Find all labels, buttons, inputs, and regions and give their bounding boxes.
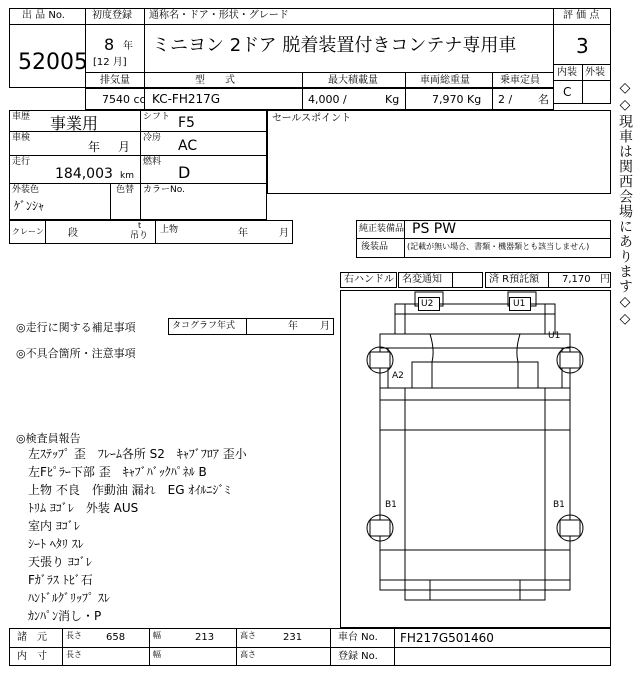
inspector-line: 左Fﾋﾟﾗｰ下部 歪 ｷｬﾌﾞﾊﾞｯｸﾊﾟﾈﾙ B	[28, 465, 207, 479]
diagram-u1-side: U1	[548, 331, 561, 341]
mileage-label: 走行	[12, 157, 31, 167]
inspector-line: Fｶﾞﾗｽ ﾄﾋﾞ石	[28, 573, 93, 587]
interior-label: 内装	[557, 67, 577, 78]
inspector-line: ｼｰﾄ ﾍﾀﾘ ｽﾚ	[28, 537, 84, 551]
upper-year: 年	[238, 228, 248, 239]
crane-label: クレーン	[12, 227, 44, 236]
shift-label: シフト	[143, 112, 171, 122]
inspector-line: ﾄﾘﾑ ﾖｺﾞﾚ 外装 AUS	[28, 501, 139, 515]
crane-row	[9, 220, 293, 244]
score-value: 3	[576, 34, 589, 58]
height-label: 高さ	[240, 631, 256, 640]
fuel-value: D	[178, 163, 191, 182]
max-load-label: 最大積載量	[328, 75, 378, 86]
length-value: 658	[106, 632, 126, 643]
length-label: 長さ	[66, 631, 82, 640]
first-reg-label: 初度登録	[92, 10, 132, 21]
inner-height-label: 高さ	[240, 650, 256, 659]
max-load-unit: Kg	[385, 93, 400, 106]
truck-diagram	[340, 290, 611, 628]
aircon-value: AC	[178, 138, 198, 154]
inner-length-label: 長さ	[66, 650, 82, 659]
inspector-line: ｶﾝﾊﾟﾝ消し・P	[28, 609, 102, 623]
retro-label: 後装品	[361, 242, 389, 252]
inspector-line: 室内 ﾖｺﾞﾚ	[28, 519, 80, 533]
height-value: 231	[283, 632, 303, 643]
aircon-label: 冷房	[143, 133, 162, 143]
model-value: KC-FH217G	[152, 92, 221, 106]
shift-value: F5	[178, 115, 195, 131]
mileage-value: 184,003	[55, 166, 113, 182]
interior-grade: C	[563, 85, 572, 99]
name-change-label: 名変通知	[402, 274, 442, 285]
diagram-a2: A2	[392, 371, 404, 381]
recycle-amount: 7,170	[562, 274, 591, 285]
width-label: 幅	[153, 631, 161, 640]
year-unit: 年	[123, 41, 133, 52]
inspection-year: 年	[88, 140, 101, 154]
gross-weight-value: 7,970 Kg	[432, 93, 482, 106]
capacity-unit: 名	[538, 93, 549, 106]
model-label: 型 式	[195, 75, 235, 86]
rhd-label: 右ハンドル	[344, 274, 394, 285]
displacement-label: 排気量	[100, 75, 130, 86]
recycle-unit: 円	[600, 274, 610, 285]
inspector-line: 左ｽﾃｯﾌﾟ 歪 ﾌﾚｰﾑ各所 S2 ｷｬﾌﾞﾌﾛｱ 歪小	[28, 447, 247, 461]
mileage-unit: km	[120, 171, 134, 181]
inspector-line: 天張り ﾖｺﾞﾚ	[28, 555, 92, 569]
crane-stage: 段	[68, 228, 78, 239]
history-value: 事業用	[50, 114, 99, 133]
score-label: 評 価 点	[563, 10, 600, 21]
color-label: 外装色	[12, 185, 40, 195]
tacho-month: 月	[320, 321, 330, 332]
width-value: 213	[195, 632, 215, 643]
first-reg-year: 8	[104, 35, 115, 54]
max-load-value: 4,000 /	[308, 93, 347, 106]
inner-width-label: 幅	[153, 650, 161, 659]
color-change-label: 色替	[116, 185, 135, 195]
upper-month: 月	[279, 228, 289, 239]
genuine-value: PS PW	[412, 221, 457, 237]
retro-note: (記載が無い場合、書類・機器類とも該当しません)	[407, 242, 590, 251]
sales-point-label: セールスポイント	[272, 113, 352, 124]
reg-label: 登録 No.	[338, 651, 378, 662]
color-value: ｹﾞﾝｼｬ	[14, 199, 45, 213]
chassis-value: FH217G501460	[400, 631, 494, 645]
tacho-year: 年	[288, 321, 298, 332]
diagram-b1-right: B1	[553, 500, 565, 510]
side-banner-text: ◇◇現車は関西会場にあります◇◇	[617, 80, 633, 328]
capacity-label: 乗車定員	[500, 75, 540, 86]
inspector-line: ﾊﾝﾄﾞﾙｸﾞﾘｯﾌﾟ ｽﾚ	[28, 591, 110, 605]
chassis-label: 車台 No.	[338, 632, 378, 643]
details-block	[9, 110, 267, 220]
diagram-u1-top: U1	[513, 299, 526, 309]
gross-weight-label: 車両総重量	[420, 75, 470, 86]
dims-label: 諸 元	[17, 632, 47, 643]
diagram-b1-left: B1	[385, 500, 397, 510]
capacity-value: 2 /	[498, 93, 513, 106]
inspection-month: 月	[118, 140, 131, 154]
crane-lift: 吊り	[130, 231, 149, 241]
vehicle-name-label: 通称名・ドア・形状・グレード	[149, 10, 289, 21]
recycle-label: 済 R預託額	[489, 274, 540, 285]
genuine-label: 純正装備品	[359, 224, 405, 234]
defects-label: ◎不具合箇所・注意事項	[16, 347, 136, 360]
first-reg-month: [12 月]	[93, 57, 127, 68]
inspector-label: ◎検査員報告	[16, 432, 81, 445]
exterior-label: 外装	[585, 67, 605, 78]
history-label: 車歴	[12, 112, 31, 122]
displacement-value: 7540 cc	[102, 93, 146, 106]
upper-label: 上物	[160, 225, 179, 235]
inspector-line: 上物 不良 作動油 漏れ EG ｵｲﾙﾆｼﾞﾐ	[28, 483, 231, 497]
fuel-label: 燃料	[143, 157, 162, 167]
lot-number: 52005	[18, 50, 88, 75]
lot-label: 出 品 No.	[22, 10, 65, 21]
color-no-label: カラーNo.	[143, 185, 185, 195]
vehicle-name: ミニヨン 2ドア 脱着装置付きコンテナ専用車	[152, 35, 517, 56]
tacho-label: タコグラフ年式	[172, 321, 236, 331]
diagram-u2: U2	[421, 299, 434, 309]
driving-label: ◎走行に関する補足事項	[16, 321, 136, 334]
inspection-label: 車検	[12, 133, 31, 143]
crane-ton: t	[138, 221, 142, 230]
inner-label: 内 寸	[17, 651, 47, 662]
